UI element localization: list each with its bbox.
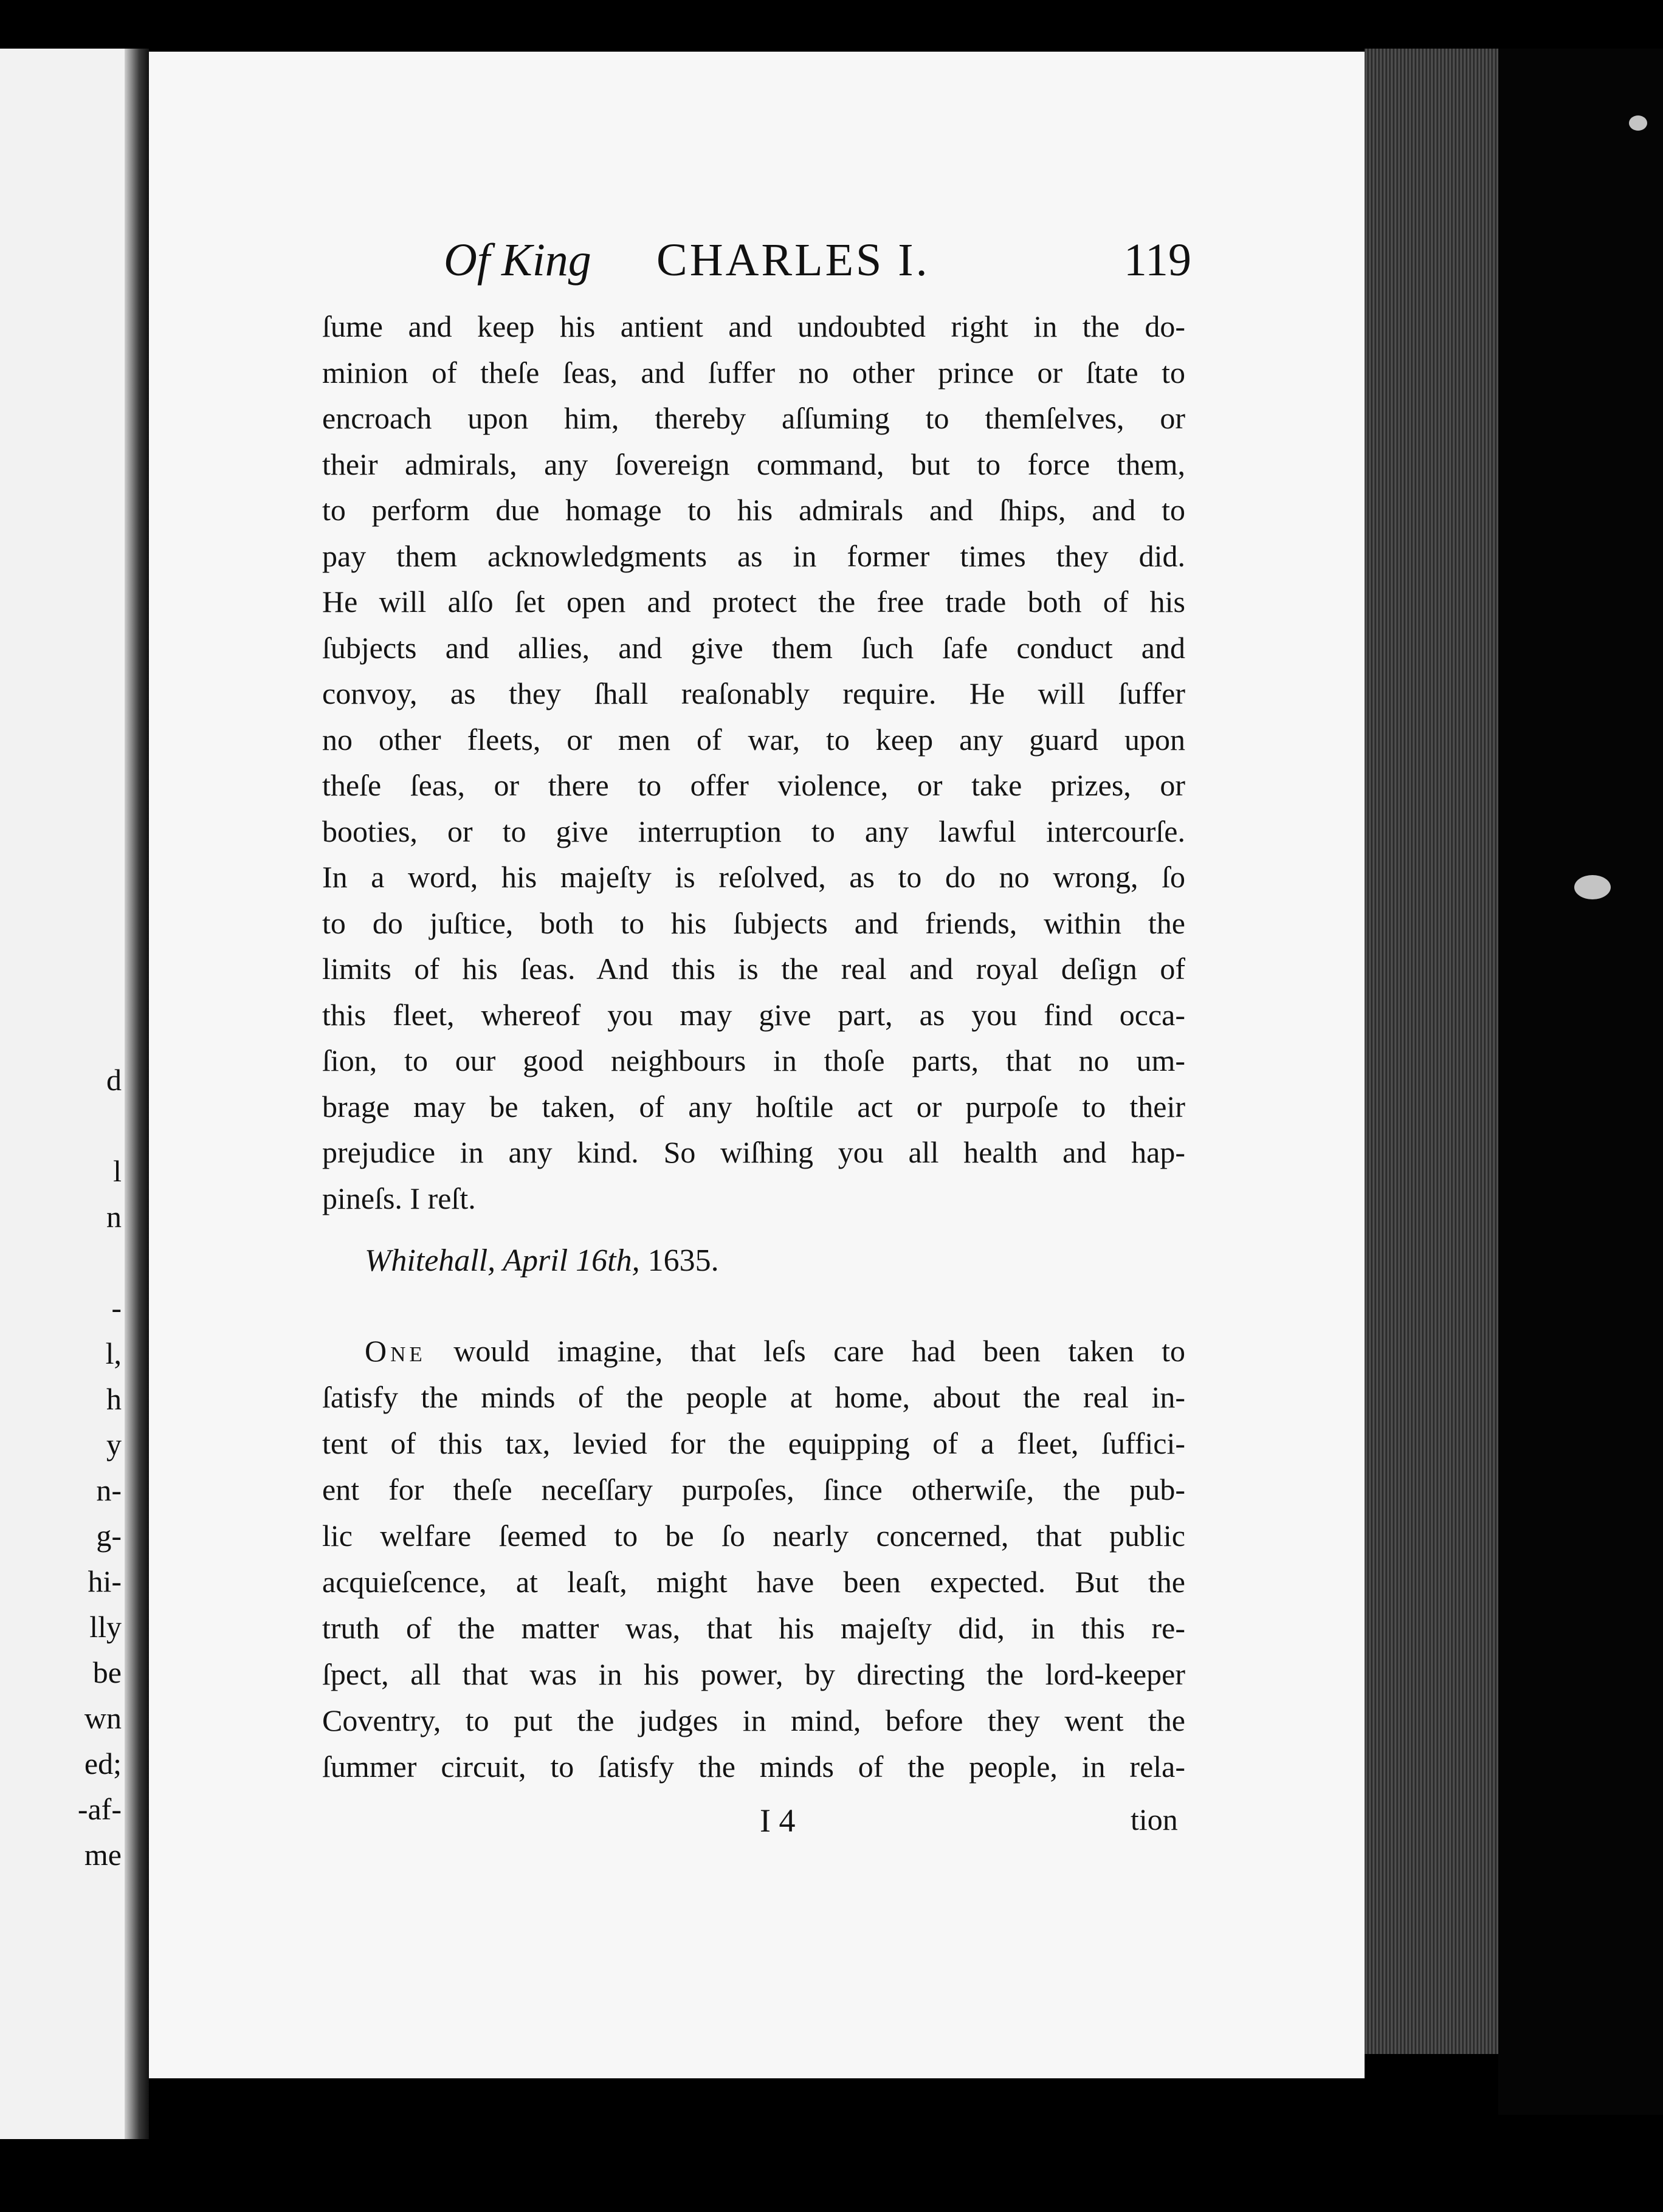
- text-line: He will alſo ſet open and protect the free trade both of his: [322, 585, 1185, 619]
- body-paragraph-1: [322, 304, 1185, 1221]
- letter-dateline: [365, 1243, 719, 1279]
- text-line: prejudice in any kind. So wiſhing you all health and hap-: [322, 1135, 1185, 1169]
- text-line: pay them acknowledgments as in former times they did.: [322, 538, 1185, 573]
- text-line: brage may be taken, of any hoſtile act or purpoſe to their: [322, 1089, 1185, 1124]
- text-line: ſion, to our good neighbours in thoſe parts, that no um-: [322, 1043, 1185, 1077]
- paragraph-lead-word: One: [365, 1334, 426, 1368]
- left-page-fragment: l,: [105, 1336, 122, 1370]
- body-paragraph-2: [322, 1328, 1185, 1790]
- left-page-fragment: d: [106, 1063, 122, 1097]
- page-number: 119: [1123, 235, 1191, 286]
- dateline-place: Whitehall,: [365, 1243, 496, 1278]
- running-header: [444, 234, 1191, 295]
- text-line: Coventry, to put the judges in mind, before they went the: [322, 1703, 1185, 1737]
- paragraph-first-line: would imagine, that leſs care had been taken to: [453, 1334, 1185, 1368]
- text-line: this fleet, whereof you may give part, as you find occa-: [322, 997, 1185, 1032]
- text-line: booties, or to give interruption to any lawful intercourſe.: [322, 814, 1185, 848]
- book-edge-shadow: [1498, 49, 1663, 2115]
- text-line: encroach upon him, thereby aſſuming to themſelves, or: [322, 401, 1185, 435]
- left-page-fragment: g-: [96, 1519, 122, 1553]
- left-page-fragment: wn: [84, 1701, 122, 1735]
- text-line: to perform due homage to his admirals and ſhips, and to: [322, 493, 1185, 527]
- text-line: their admirals, any ſovereign command, but to force them,: [322, 447, 1185, 481]
- left-page-fragment: hi-: [88, 1564, 122, 1598]
- left-page-fragment: h: [106, 1382, 122, 1416]
- left-page-fragment: me: [84, 1838, 122, 1872]
- left-page-fragment: -af-: [77, 1792, 122, 1826]
- paper-blemish: [1574, 875, 1611, 899]
- header-title: CHARLES I.: [656, 235, 930, 286]
- text-line: theſe ſeas, or there to offer violence, or take prizes, or: [322, 768, 1185, 802]
- left-page-text-fragments: [0, 1057, 122, 1878]
- text-line: [322, 1328, 1185, 1374]
- left-page-fragment: [0, 1240, 122, 1285]
- text-line: truth of the matter was, that his majeſty did, in this re-: [322, 1611, 1185, 1645]
- text-line: pineſs. I reſt.: [322, 1181, 476, 1215]
- page-edges: [1365, 49, 1498, 2054]
- text-line: ſubjects and allies, and give them ſuch ſafe conduct and: [322, 630, 1185, 665]
- text-line: ſpect, all that was in his power, by directing the lord-keeper: [322, 1657, 1185, 1691]
- text-line: ent for theſe neceſſary purpoſes, ſince otherwiſe, the pub-: [322, 1472, 1185, 1506]
- text-line: to do juſtice, both to his ſubjects and friends, within the: [322, 905, 1185, 940]
- dateline-year: 1635.: [647, 1243, 719, 1278]
- left-page-fragment: be: [92, 1655, 122, 1689]
- left-page-fragment: l: [113, 1154, 122, 1188]
- header-title-prefix: Of King: [444, 235, 591, 286]
- left-page-fragment: n: [106, 1200, 122, 1234]
- catchword: tion: [1131, 1802, 1178, 1836]
- text-line: acquieſcence, at leaſt, might have been expected. But the: [322, 1565, 1185, 1599]
- signature-mark: I 4: [760, 1802, 796, 1839]
- left-page-fragment: n-: [96, 1473, 122, 1507]
- paper-blemish: [1629, 115, 1647, 131]
- text-line: lic welfare ſeemed to be ſo nearly concerned, that public: [322, 1519, 1185, 1553]
- left-page-fragment: [0, 1103, 122, 1149]
- text-line: convoy, as they ſhall reaſonably require. He will ſuffer: [322, 676, 1185, 710]
- text-line: minion of theſe ſeas, and ſuffer no other prince or ſtate to: [322, 355, 1185, 390]
- text-line: In a word, his majeſty is reſolved, as to do no wrong, ſo: [322, 860, 1185, 894]
- text-line: no other fleets, or men of war, to keep any guard upon: [322, 722, 1185, 757]
- left-page-fragment: ed;: [84, 1747, 122, 1781]
- text-line: tent of this tax, levied for the equipping of a fleet, ſuffici-: [322, 1426, 1185, 1460]
- text-line: limits of his ſeas. And this is the real and royal deſign of: [322, 952, 1185, 986]
- left-page-fragment: y: [106, 1427, 122, 1461]
- book-gutter: [125, 49, 149, 2139]
- text-line: ſume and keep his antient and undoubted right in the do-: [322, 309, 1185, 343]
- left-page-fragment: -: [111, 1291, 122, 1325]
- dateline-date: April 16th,: [503, 1243, 640, 1278]
- left-page-fragment: lly: [89, 1610, 122, 1644]
- text-line: ſatisfy the minds of the people at home, about the real in-: [322, 1380, 1185, 1414]
- text-line: ſummer circuit, to ſatisfy the minds of the people, in rela-: [322, 1750, 1185, 1784]
